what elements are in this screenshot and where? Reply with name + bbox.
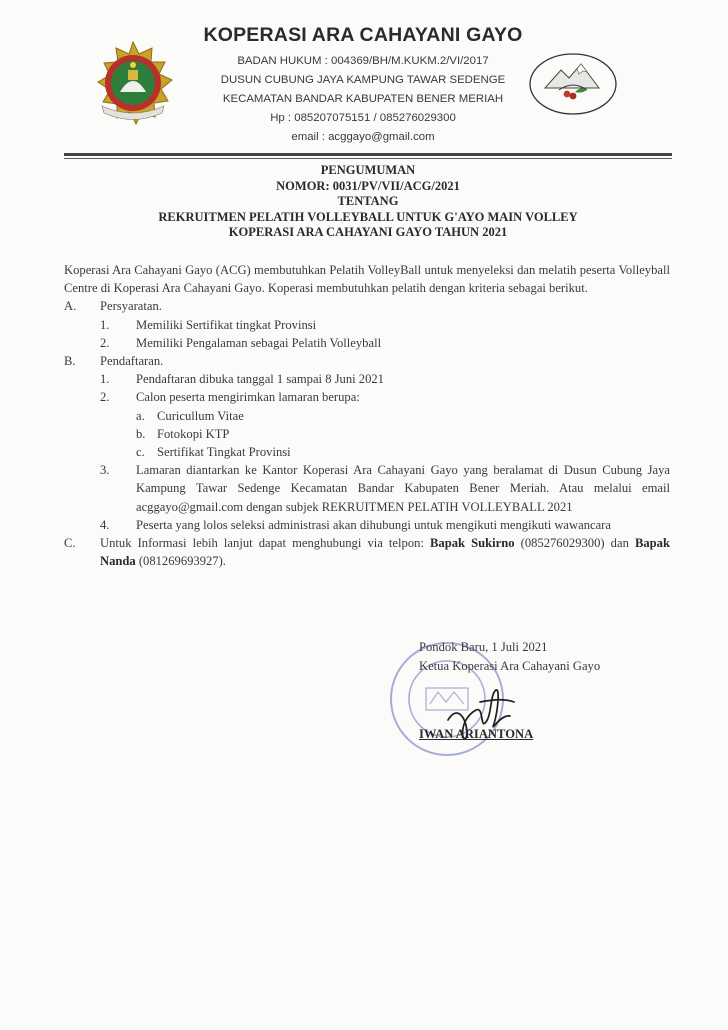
regency-emblem-icon: [90, 40, 176, 126]
item-number: 3.: [100, 463, 110, 478]
sub-item-letter: a.: [136, 408, 145, 423]
item-number: 1.: [100, 317, 110, 332]
phone-line: Hp : 085207075151 / 085276029300: [270, 112, 456, 124]
list-item: [64, 316, 670, 334]
title-organization: KOPERASI ARA CAHAYANI GAYO TAHUN 2021: [228, 225, 508, 239]
item-number: 1.: [100, 372, 110, 387]
title-pengumuman: PENGUMUMAN: [320, 163, 416, 177]
sub-item-letter: c.: [136, 445, 145, 460]
section-marker: C.: [64, 536, 76, 551]
list-item: [64, 370, 670, 388]
sub-list-item: [64, 407, 670, 425]
announcement-title: [64, 163, 672, 241]
mountain-icon: [545, 64, 599, 88]
signer-name: IWAN ARIANTONA: [419, 727, 534, 741]
sub-list-item: [64, 443, 670, 461]
list-item: [64, 388, 670, 406]
sub-item-letter: b.: [136, 426, 146, 441]
contact-name-1: Bapak Sukirno: [430, 536, 515, 551]
title-tentang: TENTANG: [337, 194, 399, 208]
list-item: [64, 334, 670, 352]
letterhead: [190, 24, 536, 147]
item-text: Peserta yang lolos seleksi administrasi akan dihubungi untuk mengikuti mengikuti wawancara: [136, 517, 611, 532]
section-c: [64, 534, 670, 570]
title-subject: REKRUITMEN PELATIH VOLLEYBALL UNTUK G'AYO MAIN VOLLEY: [158, 209, 578, 224]
item-number: 2.: [100, 335, 110, 350]
contact-phone-1: (085276029300) dan: [514, 536, 635, 551]
list-item: [64, 461, 670, 516]
item-number: 2.: [100, 390, 110, 405]
title-number: NOMOR: 0031/PV/VII/ACG/2021: [276, 178, 460, 193]
contact-name-2: Bapak Nanda: [100, 536, 670, 569]
section-title: Pendaftaran.: [100, 354, 164, 369]
coffee-cherry-icon: [564, 91, 571, 98]
section-marker: A.: [64, 299, 77, 314]
item-text: Lamaran diantarkan ke Kantor Koperasi Ara Cahayani Gayo yang beralamat di Dusun Cubung Jaya Kampung Tawar Sedenge Kecamatan Bandar Kabupaten Bener Meriah. Atau melalui email acggayo@gmail.com dengan subjek REKRUITMEN PELATIH VOLLEYBALL 2021: [136, 463, 670, 514]
intro-paragraph: Koperasi Ara Cahayani Gayo (ACG) membutuhkan Pelatih VolleyBall untuk menyeleksi dan melatih peserta Volleyball Centre di Koperasi Ara Cahayani Gayo. Koperasi membutuhkan pelatih dengan kriteria sebagai berikut.: [64, 263, 670, 296]
closing-block: [419, 638, 669, 675]
section-b-heading: [64, 352, 670, 370]
item-text: Pendaftaran dibuka tanggal 1 sampai 8 Juni 2021: [136, 372, 384, 387]
org-name: KOPERASI ARA CAHAYANI GAYO: [203, 24, 523, 46]
email-line: email : acggayo@gmail.com: [291, 131, 435, 143]
sub-item-text: Fotokopi KTP: [157, 426, 230, 441]
place-date: Pondok Baru, 1 Juli 2021: [419, 640, 548, 654]
item-text: Memiliki Pengalaman sebagai Pelatih Volleyball: [136, 335, 382, 350]
section-title: Persyaratan.: [100, 299, 162, 314]
contact-info: Untuk Informasi lebih lanjut dapat menghubungi via telpon: Bapak Sukirno (085276029300) dan Bapak Nanda (081269693927).: [100, 536, 670, 569]
contact-phone-2: (081269693927).: [135, 554, 226, 569]
cooperative-logo-icon: [527, 44, 619, 122]
section-marker: B.: [64, 354, 76, 369]
sub-item-text: Sertifikat Tingkat Provinsi: [157, 445, 291, 460]
address-line-2: KECAMATAN BANDAR KABUPATEN BENER MERIAH: [222, 93, 504, 105]
leaf-icon: [575, 88, 587, 92]
emblem-center: [128, 70, 138, 80]
header-rule-thin: [64, 158, 672, 159]
sub-list-item: [64, 425, 670, 443]
header-rule-thick: [64, 153, 672, 156]
announcement-body: [64, 261, 670, 570]
sub-item-text: Curicullum Vitae: [157, 408, 244, 423]
legal-number: BADAN HUKUM : 004369/BH/M.KUKM.2/VI/2017: [237, 55, 489, 67]
item-text: Memiliki Sertifikat tingkat Provinsi: [136, 317, 317, 332]
signer-role: Ketua Koperasi Ara Cahayani Gayo: [419, 658, 601, 673]
address-line-1: DUSUN CUBUNG JAYA KAMPUNG TAWAR SEDENGE: [220, 74, 506, 86]
list-item: [64, 516, 670, 534]
item-text: Calon peserta mengirimkan lamaran berupa:: [136, 390, 360, 405]
section-a-heading: [64, 297, 670, 315]
item-number: 4.: [100, 517, 110, 532]
